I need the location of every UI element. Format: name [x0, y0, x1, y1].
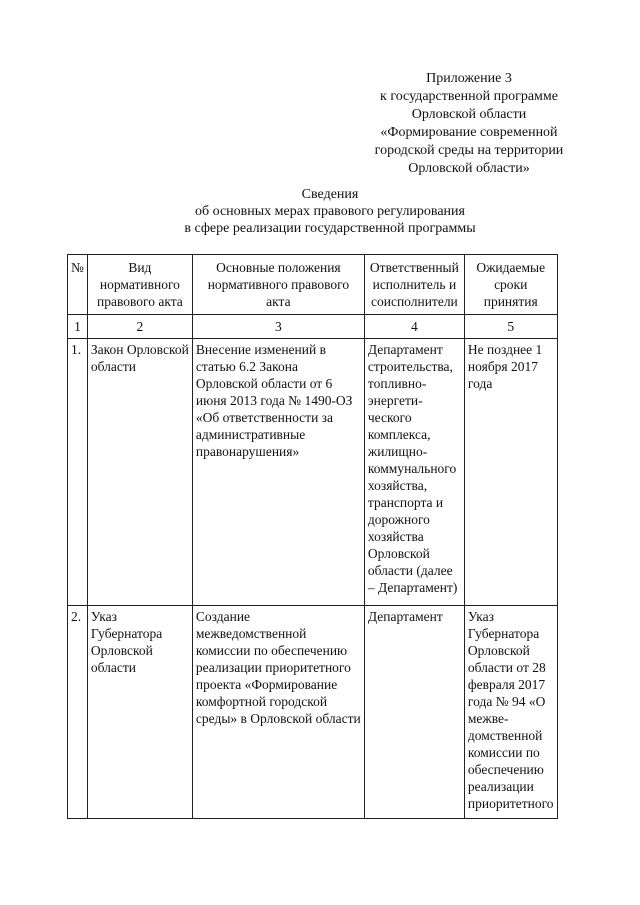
column-number: 2: [87, 315, 192, 339]
title-line: об основных мерах правового регулирования: [195, 204, 465, 219]
appendix-line: Орловской области»: [408, 161, 530, 176]
row-term: Указ Губернатора Орловской области от 28 февраля 2017 года № 94 «О межве-домственной комиссии по обеспечению реализации приоритетного: [464, 606, 557, 819]
appendix-line: городской среды на территории: [374, 143, 564, 158]
row-provisions: Создание межведомственной комиссии по обеспечению реализации приоритетного проекта «Формирование комфортной городской среды» в Орловской области: [192, 606, 364, 819]
title-line: в сфере реализации государственной программы: [184, 221, 476, 236]
legal-measures-table: [67, 254, 558, 819]
appendix-line: Орловской области: [411, 107, 527, 122]
column-number: 5: [464, 315, 557, 339]
row-term: Не позднее 1 ноября 2017 года: [464, 339, 557, 606]
appendix-line: к государственной программе: [380, 89, 558, 104]
table-header-row: [68, 255, 558, 315]
column-number: 4: [364, 315, 464, 339]
appendix-line: Приложение 3: [426, 71, 512, 86]
table-row: [68, 606, 558, 819]
column-number: 3: [192, 315, 364, 339]
header-no: №: [68, 255, 88, 315]
header-kind: Вид нормативного правового акта: [87, 255, 192, 315]
header-provisions: Основные положения нормативного правового акта: [192, 255, 364, 315]
row-responsible: Департамент строительства, топливно-энергети-ческого комплекса, жилищно-коммунального хозяйства, транспорта и дорожного хозяйства Орловской области (далее – Департамент): [364, 339, 464, 606]
header-term: Ожидаемые сроки принятия: [464, 255, 557, 315]
column-number: 1: [68, 315, 88, 339]
table-row: [68, 339, 558, 606]
title-line: Сведения: [301, 187, 359, 202]
appendix-note: [362, 70, 576, 178]
column-number-row: [68, 315, 558, 339]
row-responsible: Департамент: [364, 606, 464, 819]
row-no: 1.: [68, 339, 88, 606]
header-responsible: Ответственный исполнитель и соисполнители: [364, 255, 464, 315]
row-kind: Указ Губернатора Орловской области: [87, 606, 192, 819]
document-title: [120, 186, 540, 237]
row-kind: Закон Орловской области: [87, 339, 192, 606]
appendix-line: «Формирование современной: [380, 125, 558, 140]
row-provisions: Внесение изменений в статью 6.2 Закона Орловской области от 6 июня 2013 года № 1490-ОЗ «Об ответственности за административные правонарушения»: [192, 339, 364, 606]
row-no: 2.: [68, 606, 88, 819]
